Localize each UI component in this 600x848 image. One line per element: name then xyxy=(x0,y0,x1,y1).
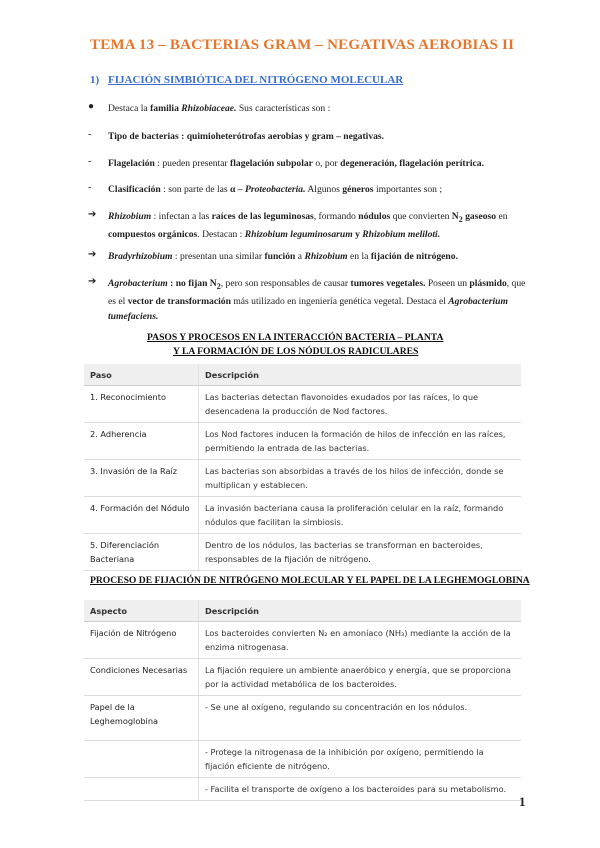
bullet-marker: ➔ xyxy=(88,276,97,287)
table-cell-key: 3. Invasión de la Raíz xyxy=(84,460,199,497)
table-cell-description: Las bacterias detectan flavonoides exudados por las raíces, lo que desencadena la producción de Nod factores. xyxy=(199,386,522,423)
bullet-marker: ● xyxy=(88,101,95,112)
table1-heading-line1: PASOS Y PROCESOS EN LA INTERACCIÓN BACTERIA – PLANTA xyxy=(147,332,444,343)
section-number: 1) xyxy=(90,74,100,86)
bullet-text: Clasificación : son parte de las α – Proteobacteria. Algunos géneros importantes son ; xyxy=(108,184,443,195)
table-header: Aspecto xyxy=(84,600,199,622)
bullet-text: Tipo de bacterias : quimioheterótrofas aerobias y gram – negativas. xyxy=(108,131,385,142)
bullet-marker: ➔ xyxy=(88,209,97,220)
bullet-text: Flagelación : pueden presentar flagelación subpolar o, por degeneración, flagelación perítrica. xyxy=(108,158,484,169)
table-row xyxy=(84,423,521,460)
table-cell-key: 1. Reconocimiento xyxy=(84,386,199,423)
table-cell-key: Papel de la Leghemoglobina xyxy=(84,696,199,741)
table-row xyxy=(84,460,521,497)
section-title: FIJACIÓN SIMBIÓTICA DEL NITRÓGENO MOLECULAR xyxy=(108,74,404,86)
bullet-marker: - xyxy=(88,129,92,140)
table-cell-description: La invasión bacteriana causa la proliferación celular en la raíz, formando nódulos que facilitan la simbiosis. xyxy=(199,497,522,534)
bullet-marker: - xyxy=(88,156,92,167)
table-cell-description: - Protege la nitrogenasa de la inhibición por oxígeno, permitiendo la fijación eficiente de nitrógeno. xyxy=(199,741,522,778)
table-row xyxy=(84,622,521,659)
table-header: Descripción xyxy=(199,600,522,622)
table-cell-key: 5. Diferenciación Bacteriana xyxy=(84,534,199,571)
table-row xyxy=(84,534,521,571)
fixation-table xyxy=(84,600,521,801)
table-cell-key: 4. Formación del Nódulo xyxy=(84,497,199,534)
bullet-marker: - xyxy=(88,182,92,193)
table-cell-key: 2. Adherencia xyxy=(84,423,199,460)
table-cell-description: Los bacteroides convierten N₂ en amoníaco (NH₃) mediante la acción de la enzima nitrogenasa. xyxy=(199,622,522,659)
page-title: TEMA 13 – BACTERIAS GRAM – NEGATIVAS AEROBIAS II xyxy=(90,37,515,53)
table2-heading: PROCESO DE FIJACIÓN DE NITRÓGENO MOLECULAR Y EL PAPEL DE LA LEGHEMOGLOBINA xyxy=(90,575,530,586)
table-cell-description: - Se une al oxígeno, regulando su concentración en los nódulos. xyxy=(199,696,522,741)
table-cell-description: Dentro de los nódulos, las bacterias se transforman en bacteroides, responsables de la fijación de nitrógeno. xyxy=(199,534,522,571)
table-row xyxy=(84,386,521,423)
table1-heading-line2: Y LA FORMACIÓN DE LOS NÓDULOS RADICULARES xyxy=(173,346,419,357)
bullet-marker: ➔ xyxy=(88,249,97,260)
bullet-text: Destaca la familia Rhizobiaceae. Sus características son : xyxy=(108,103,331,114)
table-row xyxy=(84,696,521,741)
table-header: Descripción xyxy=(199,364,522,386)
table-cell-description: - Facilita el transporte de oxígeno a los bacteroides para su metabolismo. xyxy=(199,778,522,801)
table-cell-description: La fijación requiere un ambiente anaeróbico y energía, que se proporciona por la actividad metabólica de los bacteroides. xyxy=(199,659,522,696)
table-row xyxy=(84,778,521,801)
table-row xyxy=(84,659,521,696)
table-row xyxy=(84,497,521,534)
table-cell-key xyxy=(84,741,199,778)
table-row xyxy=(84,741,521,778)
bullet-text: Rhizobium : infectan a las raíces de las leguminosas, formando nódulos que convierten $N_2$ gaseoso en compuestos orgánicos. Destacan : Rhizobium leguminosarum y Rhizobium meliloti. xyxy=(108,211,508,240)
steps-table xyxy=(84,364,521,571)
table-cell-description: Las bacterias son absorbidas a través de los hilos de infección, donde se multiplican y establecen. xyxy=(199,460,522,497)
table-cell-description: Los Nod factores inducen la formación de hilos de infección en las raíces, permitiendo la entrada de las bacterias. xyxy=(199,423,522,460)
table-cell-key xyxy=(84,778,199,801)
bullet-text: Agrobacterium : no fijan $N_2$, pero son responsables de causar tumores vegetales. Poseen un plásmido, que es el vector de transformación más utilizado en ingeniería genética vegetal. Destaca el Agrobacterium tumefaciens. xyxy=(108,278,526,322)
table-cell-key: Fijación de Nitrógeno xyxy=(84,622,199,659)
table-header: Paso xyxy=(84,364,199,386)
bullet-text: Bradyrhizobium : presentan una similar función a Rhizobium en la fijación de nitrógeno. xyxy=(108,251,458,262)
page-number: 1 xyxy=(519,794,526,809)
table-cell-key: Condiciones Necesarias xyxy=(84,659,199,696)
